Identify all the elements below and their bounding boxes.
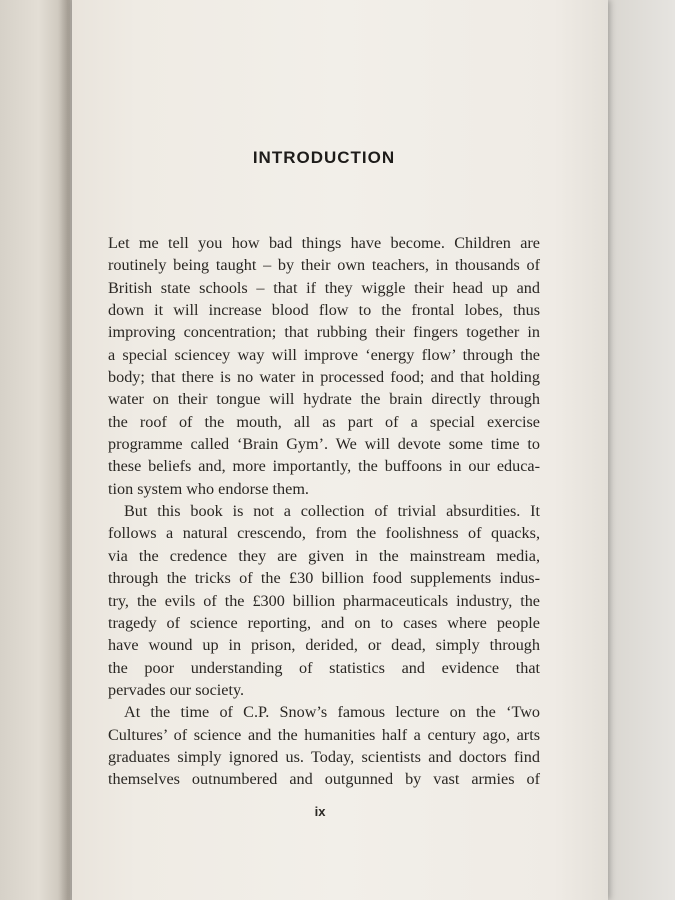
text-line: Let me tell you how bad things have become. Children are [108,234,540,252]
text-line: follows a natural crescendo, from the foolishness of quacks, [108,524,540,543]
text-line: the poor understanding of statistics and evidence that [108,658,540,677]
table-surface [606,0,675,900]
text-line: But this book is not a collection of trivial absurdities. It [124,502,540,521]
page-number: ix [314,804,326,819]
text-line: tragedy of science reporting, and on to cases where people [108,613,540,632]
text-line: have wound up in prison, derided, or dead, simply through [108,636,540,655]
body-text [108,232,540,791]
chapter-title: INTRODUCTION [252,148,396,167]
text-line: via the credence they are given in the mainstream media, [108,546,540,565]
text-line: graduates simply ignored us. Today, scientists and doctors find [108,747,540,766]
text-line: water on their tongue will hydrate the brain directly through [108,390,540,409]
text-line: Cultures’ of science and the humanities half a century ago, arts [108,725,540,744]
text-line: try, the evils of the £300 billion pharmaceuticals industry, the [108,591,540,610]
text-line: British state schools – that if they wiggle their head up and [108,278,540,297]
text-line: the roof of the mouth, all as part of a special exercise [108,412,540,431]
text-line: through the tricks of the £30 billion food supplements indus- [108,569,540,588]
text-line: At the time of C.P. Snow’s famous lecture on the ‘Two [124,703,540,722]
text-line: routinely being taught – by their own teachers, in thousands of [108,256,540,275]
text-line: these beliefs and, more importantly, the buffoons in our educa- [108,457,540,476]
text-line: down it will increase blood flow to the frontal lobes, thus [108,301,540,320]
text-line: improving concentration; that rubbing their fingers together in [108,323,540,342]
text-line: tion system who endorse them. [108,479,309,498]
text-line: body; that there is no water in processed food; and that holding [108,368,540,387]
text-line: a special sciencey way will improve ‘energy flow’ through the [108,345,540,364]
text-line: programme called ‘Brain Gym’. We will devote some time to [108,435,540,454]
text-line: pervades our society. [108,680,245,699]
text-line: themselves outnumbered and outgunned by vast armies of [108,770,540,789]
